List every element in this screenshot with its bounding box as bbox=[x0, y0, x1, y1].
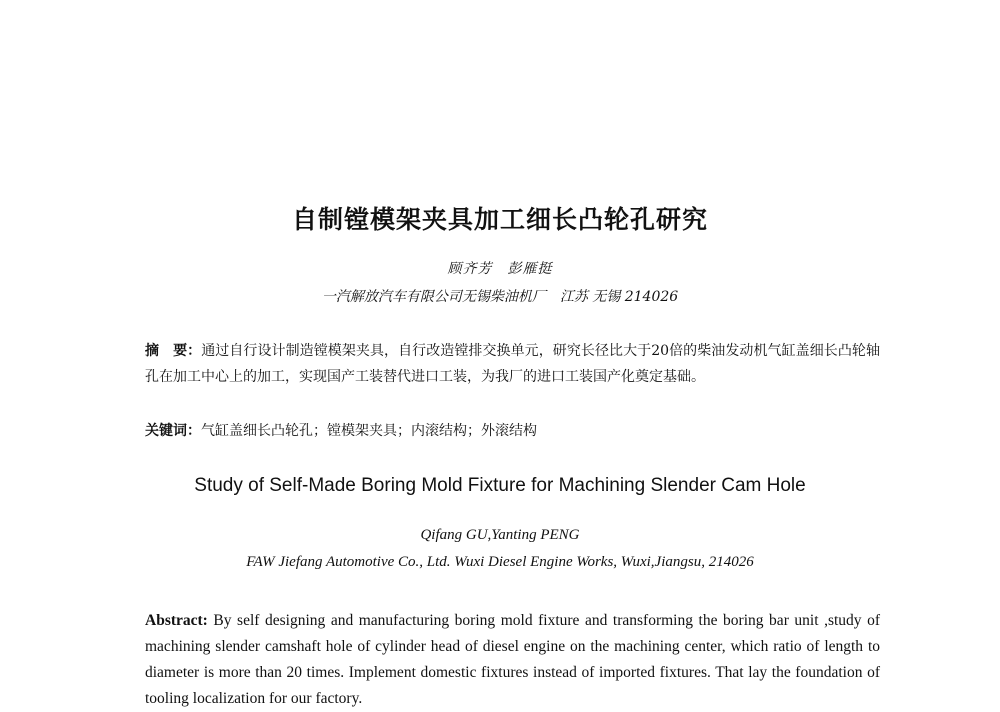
english-abstract bbox=[145, 608, 880, 712]
english-affiliation: FAW Jiefang Automotive Co., Ltd. Wuxi Diesel Engine Works, Wuxi,Jiangsu, 214026 bbox=[246, 554, 754, 570]
chinese-keywords bbox=[145, 418, 880, 444]
chinese-abstract-text: 通过自行设计制造镗模架夹具，自行改造镗排交换单元，研究长径比大于20倍的柴油发动机气缸盖细长凸轮轴孔在加工中心上的加工，实现国产工装替代进口工装，为我厂的进口工装国产化奠定基础。 bbox=[145, 343, 880, 385]
chinese-keywords-text: 气缸盖细长凸轮孔；镗模架夹具；内滚结构；外滚结构 bbox=[201, 423, 537, 439]
chinese-abstract-label: 摘 要： bbox=[145, 343, 202, 359]
english-abstract-label: Abstract: bbox=[145, 612, 208, 629]
english-abstract-text: By self designing and manufacturing boring mold fixture and transforming the boring bar unit ,study of machining slender camshaft hole of cylinder head of diesel engine on the machining center, which ratio of length to diameter is more than 20 times. Implement domestic fixtures instead of imported fixtures. That lay the foundation of tooling localization for our factory. bbox=[145, 612, 881, 707]
chinese-title: 自制镗模架夹具加工细长凸轮孔研究 bbox=[291, 205, 708, 234]
chinese-abstract bbox=[145, 338, 880, 390]
chinese-affiliation: 一汽解放汽车有限公司无锡柴油机厂 江苏 无锡 214026 bbox=[321, 289, 679, 305]
english-authors: Qifang GU,Yanting PENG bbox=[420, 527, 580, 543]
english-title: Study of Self-Made Boring Mold Fixture for Machining Slender Cam Hole bbox=[194, 475, 806, 496]
chinese-keywords-label: 关键词： bbox=[145, 423, 201, 439]
chinese-authors: 顾齐芳 彭雁挺 bbox=[447, 261, 553, 277]
